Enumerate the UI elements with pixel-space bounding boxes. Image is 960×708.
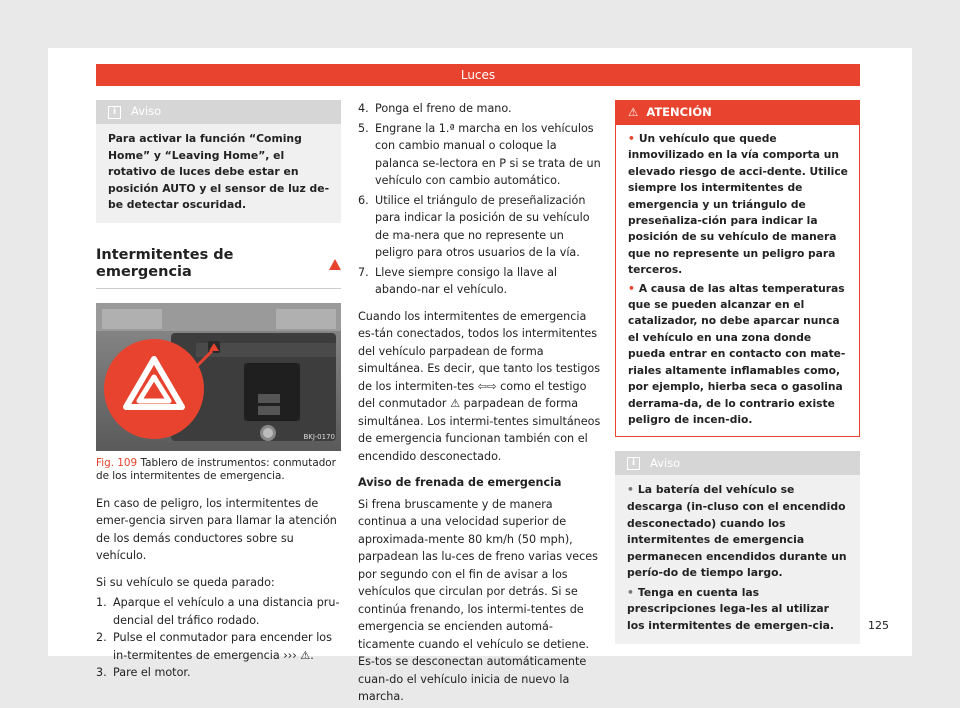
aviso-text: Para activar la función “Coming Home” y “Leaving Home”, el rotativo de luces debe estar en posición AUTO y el sensor de luz de-be detectar oscuridad. <box>108 132 330 212</box>
list-item: 2. Pulse el conmutador para encender los in-termitentes de emergencia ››› ⚠. <box>96 631 332 662</box>
list-item: • A causa de las altas temperaturas que se pueden alcanzar en el catalizador, no debe aparcar nunca el vehículo en una zona donde pueda entrar en contacto con mate-riales altamente inflamables como, por ejemplo, hierba seca o gasolina derrama-da, de lo contrario existe peligro de incen-dio. <box>628 281 846 426</box>
steps-list <box>358 100 603 299</box>
figure-caption-text: Tablero de instrumentos: conmutador de los intermitentes de emergencia. <box>96 456 336 482</box>
bullet-icon: • <box>627 585 634 599</box>
bullet-icon: • <box>628 132 635 145</box>
aviso-box <box>96 100 341 223</box>
column-middle <box>358 100 603 706</box>
section-title-text: Intermitentes de emergencia <box>96 246 234 281</box>
page-number: 125 <box>868 619 889 632</box>
aviso-header <box>96 100 341 124</box>
info-icon: i <box>108 106 121 119</box>
figure-label: Fig. 109 <box>96 456 138 469</box>
warning-triangle-icon: ⚠ <box>628 105 639 120</box>
aviso-label: Aviso <box>650 455 681 470</box>
list-item: • La batería del vehículo se descarga (in-cluso con el encendido desconectado) cuando los intermitentes de emergencia permanecen encendidos durante un perío-do de tiempo largo. <box>627 483 847 580</box>
list-item: • Un vehículo que quede inmovilizado en la vía comporta un elevado riesgo de acci-dente. Utilice siempre los intermitentes de emergencia y un triángulo de preseñaliza-ción para indicar la posición de su vehículo de manera que no represente un peligro para terceros. <box>628 132 848 277</box>
aviso-label: Aviso <box>131 104 162 119</box>
paragraph: Si su vehículo se queda parado: <box>96 575 275 589</box>
paragraph: Si frena bruscamente y de manera continua a una velocidad superior de aproximada-mente 80 km/h (50 mph), parpadean las lu-ces de freno varias veces por segundo con el fin de avisar a los vehículos que circulan por detrás. Si se continúa frenando, los intermi-tentes de emergencia se encienden automá-ticamente cuando el vehículo se detiene. Es-tos se desconectan automáticamente cuan-do el vehículo inicia de nuevo la marcha. <box>358 497 599 703</box>
list-item: 5. Engrane la 1.ª marcha en los vehículos con cambio manual o coloque la palanca se-lectora en P si se trata de un vehículo con cambio automático. <box>358 121 601 187</box>
list-item: 4. Ponga el freno de mano. <box>358 102 512 115</box>
dashboard-figure <box>96 303 341 451</box>
aviso-header <box>615 451 860 475</box>
bullet-icon: • <box>627 483 634 497</box>
list-item: 7. Lleve siempre consigo la llave al abando-nar el vehículo. <box>358 265 558 296</box>
list-item: 1. Aparque el vehículo a una distancia pru-dencial del tráfico rodado. <box>96 596 340 627</box>
paragraph: Cuando los intermitentes de emergencia es-tán conectados, todos los intermitentes del vehículo parpadean de forma simultánea. Es decir, que tanto los testigos de los intermiten-tes ⇦⇨ como el testigo del conmutador ⚠ parpadean de forma simultánea. Los intermi-tentes simultáneos de emergencia funcionan también con el encendido desconectado. <box>358 309 601 463</box>
section-title <box>96 247 341 289</box>
aviso-box <box>615 451 860 643</box>
steps-list <box>96 594 341 682</box>
atencion-body <box>616 125 859 436</box>
atencion-box <box>615 100 860 437</box>
warning-triangle-icon <box>329 259 341 270</box>
chapter-header: Luces <box>96 64 860 86</box>
aviso-body <box>615 475 860 643</box>
info-icon: i <box>627 457 640 470</box>
paragraph: En caso de peligro, los intermitentes de emer-gencia sirven para llamar la atención de los demás conductores sobre su vehículo. <box>96 496 337 563</box>
list-item: 6. Utilice el triángulo de preseñalización para indicar la posición de su vehículo de ma-nera que no represente un peligro para otros usuarios de la vía. <box>358 193 590 259</box>
list-item: 3. Pare el motor. <box>96 666 191 680</box>
figure-code: BKJ-0170 <box>303 433 335 442</box>
atencion-header <box>616 101 859 125</box>
list-item: • Tenga en cuenta las prescripciones lega-les al utilizar los intermitentes de emergen-cia. <box>627 585 835 633</box>
column-left <box>96 100 341 682</box>
subheading: Aviso de frenada de emergencia <box>358 476 562 489</box>
figure-caption <box>96 457 341 483</box>
atencion-label: ATENCIÓN <box>646 105 712 120</box>
column-right <box>615 100 860 644</box>
bullet-icon: • <box>628 281 635 295</box>
